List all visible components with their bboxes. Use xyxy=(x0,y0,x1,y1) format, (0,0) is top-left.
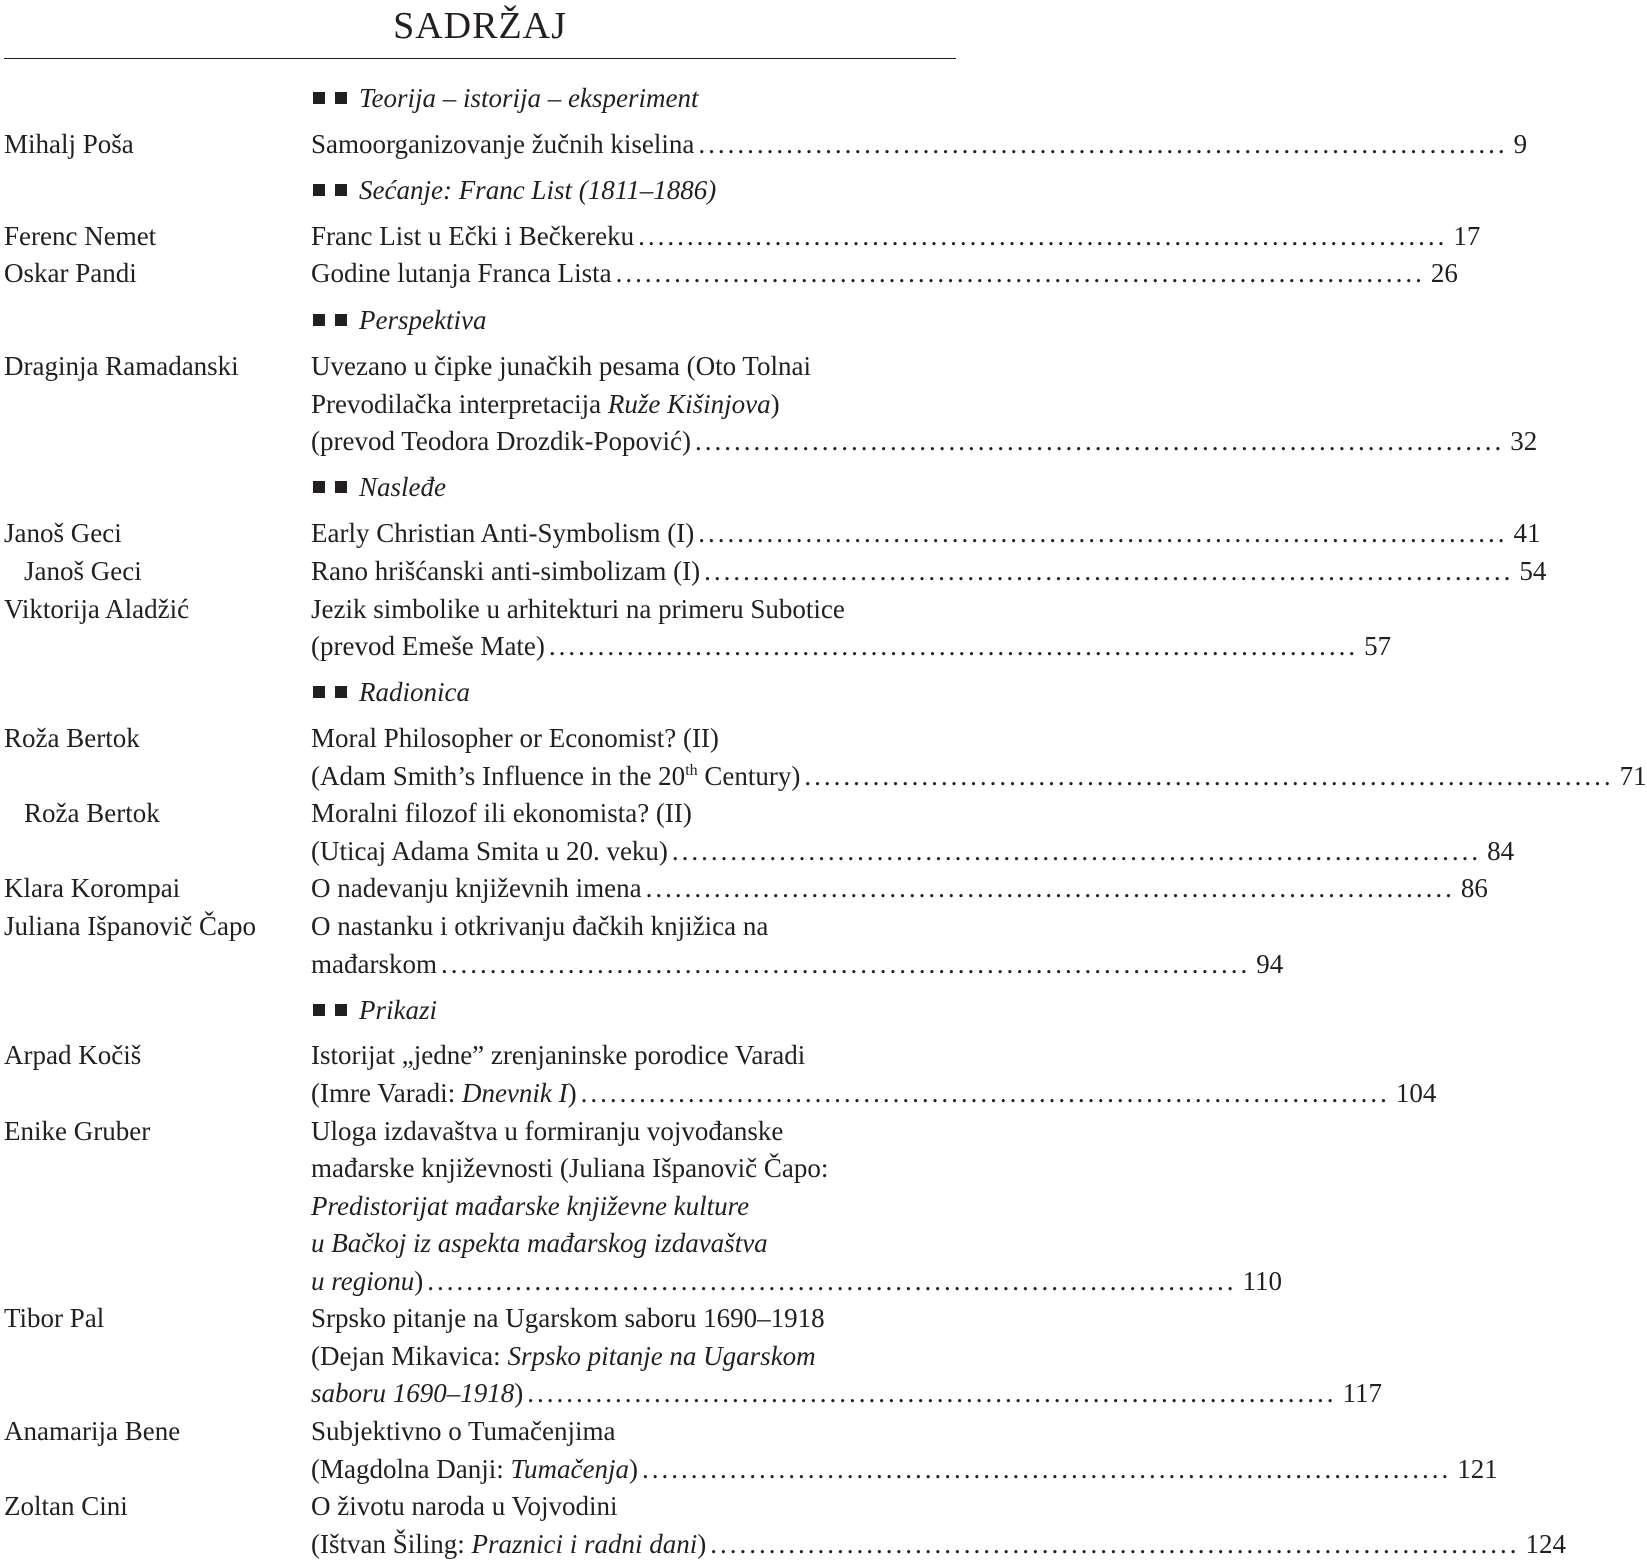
dot-leader: ................................................................................... xyxy=(710,1529,1520,1559)
entry-title-line: Moral Philosopher or Economist? (II) xyxy=(311,723,719,753)
square-bullet-icon xyxy=(313,92,325,104)
toc-entry[interactable] xyxy=(311,757,1647,795)
page-number: 121 xyxy=(1457,1454,1498,1484)
toc-entry[interactable] xyxy=(311,1262,1282,1300)
section-label: Perspektiva xyxy=(359,305,487,335)
dot-leader: ................................................................................... xyxy=(698,129,1508,159)
entry-author: Juliana Išpanovič Čapo xyxy=(4,911,256,941)
section-heading xyxy=(313,673,470,711)
dot-leader: ................................................................................... xyxy=(704,556,1514,586)
dot-leader: ................................................................................... xyxy=(698,518,1508,548)
entry-author: Klara Korompai xyxy=(4,873,181,903)
square-bullet-icon xyxy=(313,1004,325,1016)
entry-title: (prevod Teodora Drozdik-Popović) xyxy=(311,426,692,456)
toc-entry[interactable] xyxy=(311,552,1547,590)
entry-author: Janoš Geci xyxy=(24,556,142,586)
entry-title: Franc List u Ečki i Bečkereku xyxy=(311,221,635,251)
entry-title: Godine lutanja Franca Lista xyxy=(311,258,612,288)
toc-entry[interactable] xyxy=(311,422,1538,460)
toc-entry[interactable] xyxy=(311,627,1392,665)
entry-title-line: Predistorijat mađarske književne kulture xyxy=(311,1191,750,1221)
dot-leader: ................................................................................... xyxy=(580,1078,1390,1108)
page-number: 41 xyxy=(1513,518,1541,548)
page-number: 9 xyxy=(1513,129,1528,159)
section-heading xyxy=(313,79,699,117)
page-number: 84 xyxy=(1487,836,1515,866)
dot-leader: ................................................................................... xyxy=(427,1266,1237,1296)
square-bullet-icon xyxy=(313,314,325,326)
dot-leader: ................................................................................... xyxy=(440,949,1251,979)
page-number: 104 xyxy=(1395,1078,1437,1108)
section-label: Sećanje: Franc List (1811–1886) xyxy=(359,175,717,205)
entry-title: Rano hrišćanski anti-simbolizam (I) xyxy=(311,556,701,586)
square-bullet-icon xyxy=(335,686,347,698)
toc-entry[interactable] xyxy=(311,125,1528,163)
square-bullet-icon xyxy=(335,1004,347,1016)
section-label: Prikazi xyxy=(359,995,437,1025)
square-bullet-icon xyxy=(335,184,347,196)
entry-title: saboru 1690–1918) xyxy=(311,1378,524,1408)
page-number: 26 xyxy=(1430,258,1458,288)
entry-title: (Uticaj Adama Smita u 20. veku) xyxy=(311,836,668,866)
section-label: Nasleđe xyxy=(359,472,446,502)
dot-leader: ................................................................................... xyxy=(641,1454,1452,1484)
toc-entry[interactable] xyxy=(311,832,1515,870)
toc-entry[interactable] xyxy=(311,1074,1437,1112)
page-number: 117 xyxy=(1342,1378,1383,1408)
page-number: 94 xyxy=(1256,949,1284,979)
page-title: SADRŽAJ xyxy=(393,5,567,47)
entry-title: mađarskom xyxy=(311,949,437,979)
entry-title-line: O životu naroda u Vojvodini xyxy=(311,1491,618,1521)
entry-title-line: Uloga izdavaštva u formiranju vojvođanske xyxy=(311,1116,784,1146)
entry-author: Enike Gruber xyxy=(4,1116,151,1146)
entry-author: Arpad Kočiš xyxy=(4,1040,142,1070)
page-number: 71 xyxy=(1619,761,1647,791)
entry-title: O nadevanju književnih imena xyxy=(311,873,642,903)
entry-author: Viktorija Aladžić xyxy=(4,594,190,624)
entry-title: (Imre Varadi: Dnevnik I) xyxy=(311,1078,577,1108)
toc-entry[interactable] xyxy=(311,945,1284,983)
toc-entry[interactable] xyxy=(311,1374,1383,1412)
square-bullet-icon xyxy=(335,314,347,326)
entry-title-line: O nastanku i otkrivanju đačkih knjižica na xyxy=(311,911,769,941)
entry-author: Anamarija Bene xyxy=(4,1416,181,1446)
page-number: 57 xyxy=(1364,631,1392,661)
page-number: 54 xyxy=(1519,556,1547,586)
dot-leader: ................................................................................... xyxy=(671,836,1482,866)
section-heading xyxy=(313,301,486,339)
entry-author: Oskar Pandi xyxy=(4,258,137,288)
page-number: 86 xyxy=(1460,873,1488,903)
dot-leader: ................................................................................... xyxy=(615,258,1425,288)
toc-entry[interactable] xyxy=(311,1450,1498,1488)
page-number: 110 xyxy=(1242,1266,1282,1296)
entry-title-line: Prevodilačka interpretacija Ruže Kišinjova) xyxy=(311,389,780,419)
entry-title-line: Jezik simbolike u arhitekturi na primeru Subotice xyxy=(311,594,845,624)
toc-entry[interactable] xyxy=(311,1525,1567,1563)
toc-entry[interactable] xyxy=(311,254,1458,292)
entry-title-line: Uvezano u čipke junačkih pesama (Oto Tolnai xyxy=(311,351,811,381)
entry-title: (Magdolna Danji: Tumačenja) xyxy=(311,1454,638,1484)
section-heading xyxy=(313,991,437,1029)
entry-author: Roža Bertok xyxy=(4,723,140,753)
entry-author: Draginja Ramadanski xyxy=(4,351,239,381)
square-bullet-icon xyxy=(313,481,325,493)
entry-title-line: mađarske književnosti (Juliana Išpanovič Čapo: xyxy=(311,1153,829,1183)
square-bullet-icon xyxy=(335,92,347,104)
page-number: 124 xyxy=(1525,1529,1567,1559)
page-number: 17 xyxy=(1453,221,1481,251)
entry-title: (Adam Smith’s Influence in the 20th Century) xyxy=(311,761,801,791)
section-heading xyxy=(313,468,446,506)
entry-title-line: (Dejan Mikavica: Srpsko pitanje na Ugarskom xyxy=(311,1341,816,1371)
section-label: Teorija – istorija – eksperiment xyxy=(359,83,699,113)
entry-title: Samoorganizovanje žučnih kiselina xyxy=(311,129,695,159)
dot-leader: ................................................................................... xyxy=(804,761,1614,791)
entry-author: Janoš Geci xyxy=(4,518,122,548)
entry-title-line: Moralni filozof ili ekonomista? (II) xyxy=(311,798,692,828)
entry-title: u regionu) xyxy=(311,1266,424,1296)
entry-author: Zoltan Cini xyxy=(4,1491,128,1521)
entry-title-line: Srpsko pitanje na Ugarskom saboru 1690–1918 xyxy=(311,1303,825,1333)
toc-entry[interactable] xyxy=(311,514,1541,552)
dot-leader: ................................................................................... xyxy=(645,873,1455,903)
entry-author: Ferenc Nemet xyxy=(4,221,157,251)
square-bullet-icon xyxy=(335,481,347,493)
entry-title: (Ištvan Šiling: Praznici i radni dani) xyxy=(311,1529,707,1559)
square-bullet-icon xyxy=(313,184,325,196)
entry-author: Mihalj Poša xyxy=(4,129,134,159)
entry-author: Roža Bertok xyxy=(24,798,160,828)
page-number: 32 xyxy=(1510,426,1538,456)
title-rule xyxy=(4,58,956,59)
dot-leader: ................................................................................... xyxy=(638,221,1448,251)
square-bullet-icon xyxy=(313,686,325,698)
entry-title-line: Istorijat „jedne” zrenjaninske porodice Varadi xyxy=(311,1040,806,1070)
entry-title-line: Subjektivno o Tumačenjima xyxy=(311,1416,616,1446)
dot-leader: ................................................................................... xyxy=(527,1378,1337,1408)
toc-entry[interactable] xyxy=(311,217,1481,255)
section-heading xyxy=(313,171,716,209)
toc-entry[interactable] xyxy=(311,869,1488,907)
entry-title: (prevod Emeše Mate) xyxy=(311,631,545,661)
entry-author: Tibor Pal xyxy=(4,1303,105,1333)
section-label: Radionica xyxy=(359,677,470,707)
dot-leader: ................................................................................... xyxy=(548,631,1359,661)
entry-title-line: u Bačkoj iz aspekta mađarskog izdavaštva xyxy=(311,1228,768,1258)
dot-leader: ................................................................................... xyxy=(695,426,1505,456)
entry-title: Early Christian Anti-Symbolism (I) xyxy=(311,518,695,548)
